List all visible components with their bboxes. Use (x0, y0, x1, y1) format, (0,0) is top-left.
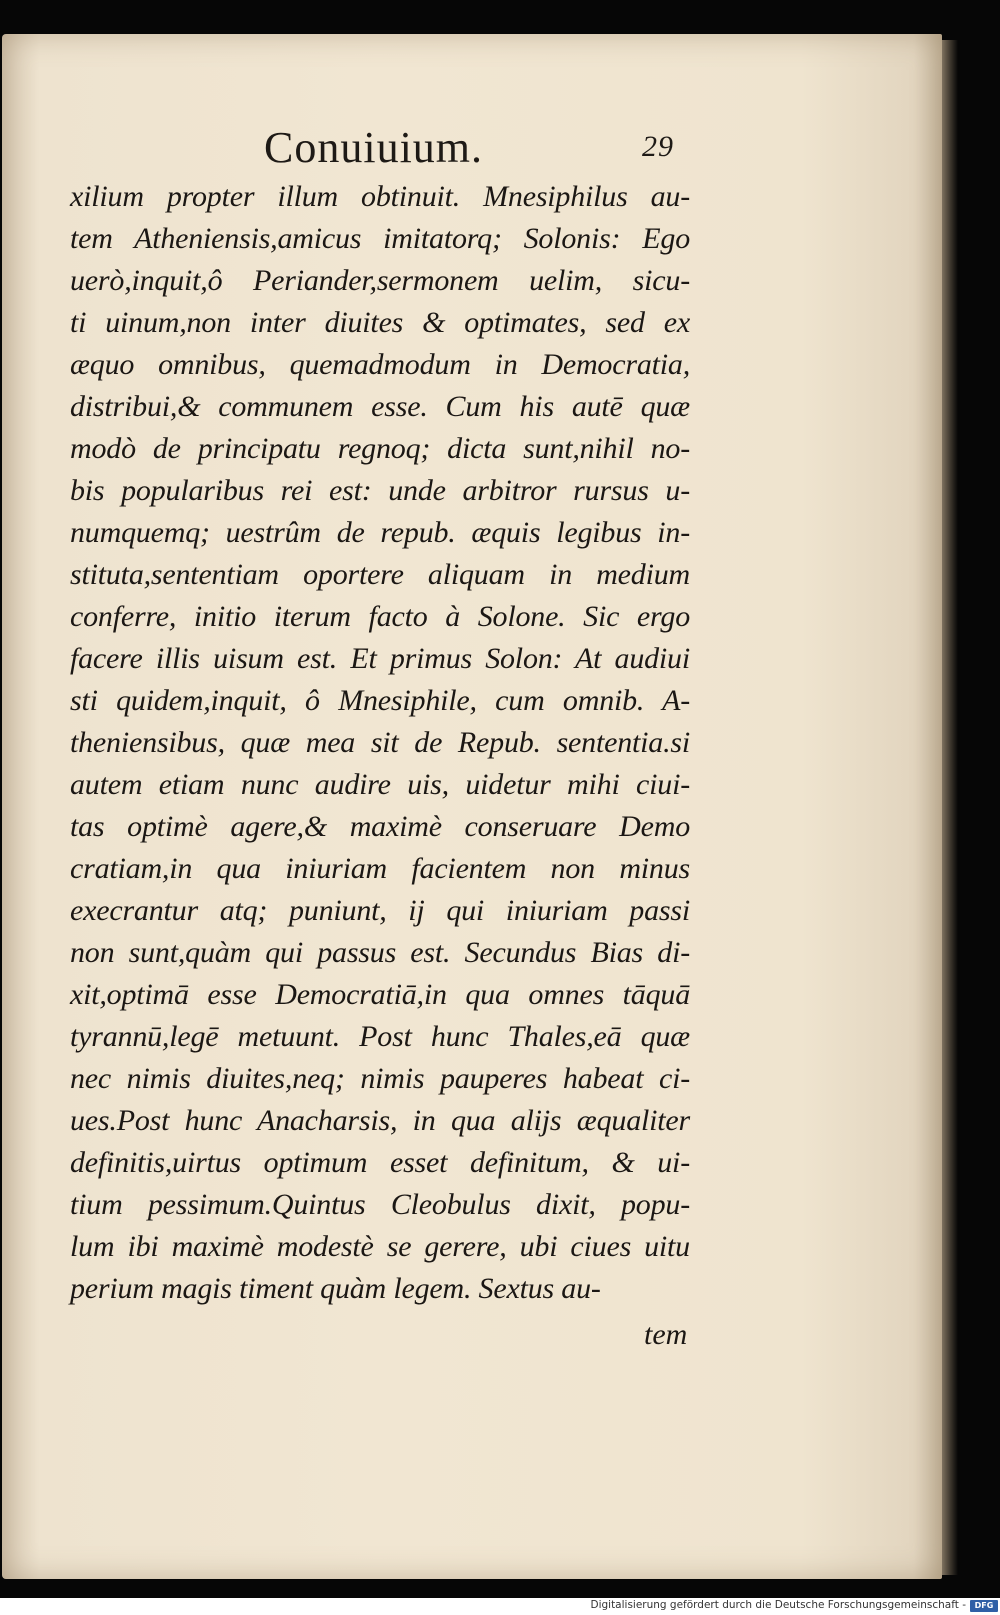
text-line: facere illis uisum est. Et primus Solon: At audiui (70, 642, 690, 675)
running-head-title: Conuiuium. (264, 123, 484, 172)
text-line: cratiam,in qua iniuriam facientem non minus (70, 852, 690, 885)
body-text (70, 176, 690, 1310)
text-line: modò de principatu regnoq; dicta sunt,nihil no- (70, 432, 690, 465)
running-head (264, 122, 684, 182)
text-line: bis popularibus rei est: unde arbitror rursus u- (70, 474, 690, 507)
dfg-logo: DFG (970, 1600, 998, 1612)
text-line: perium magis timent quàm legem. Sextus au- (70, 1272, 601, 1305)
text-line: lum ibi maximè modestè se gerere, ubi ciues uitu (70, 1230, 690, 1263)
text-line: non sunt,quàm qui passus est. Secundus Bias di- (70, 936, 690, 969)
text-line: xilium propter illum obtinuit. Mnesiphilus au- (70, 180, 690, 213)
text-line: distribui,& communem esse. Cum his autē quæ (70, 390, 690, 423)
text-line: nec nimis diuites,neq; nimis pauperes habeat ci- (70, 1062, 690, 1095)
page-number: 29 (642, 130, 674, 163)
text-line: ues.Post hunc Anacharsis, in qua alijs æqualiter (70, 1104, 690, 1137)
digitization-credit: Digitalisierung gefördert durch die Deutsche Forschungsgemeinschaft - (590, 1599, 966, 1611)
text-line: uerò,inquit,ô Periander,sermonem uelim, sicu- (70, 264, 690, 297)
text-line: definitis,uirtus optimum esset definitum, & ui- (70, 1146, 690, 1179)
text-line: stituta,sententiam oportere aliquam in medium (70, 558, 690, 591)
text-line: sti quidem,inquit, ô Mnesiphile, cum omnib. A- (70, 684, 690, 717)
page-edge-shadow (940, 40, 958, 1575)
text-line: autem etiam nunc audire uis, uidetur mihi ciui- (70, 768, 690, 801)
text-line: numquemq; uestrûm de repub. æquis legibus in- (70, 516, 690, 549)
text-line: tyrannū,legē metuunt. Post hunc Thales,eā quæ (70, 1020, 690, 1053)
text-line: xit,optimā esse Democratiā,in qua omnes tāquā (70, 978, 690, 1011)
text-line: æquo omnibus, quemadmodum in Democratia, (70, 348, 690, 381)
text-line: tem Atheniensis,amicus imitatorq; Solonis: Ego (70, 222, 690, 255)
text-line: tas optimè agere,& maximè conseruare Demo (70, 810, 690, 843)
text-line: conferre, initio iterum facto à Solone. Sic ergo (70, 600, 690, 633)
catchword: tem (644, 1318, 688, 1351)
text-line: execrantur atq; puniunt, ij qui iniuriam passi (70, 894, 690, 927)
text-line: theniensibus, quæ mea sit de Repub. sententia.si (70, 726, 690, 759)
text-line: tium pessimum.Quintus Cleobulus dixit, popu- (70, 1188, 690, 1221)
text-line: ti uinum,non inter diuites & optimates, sed ex (70, 306, 690, 339)
